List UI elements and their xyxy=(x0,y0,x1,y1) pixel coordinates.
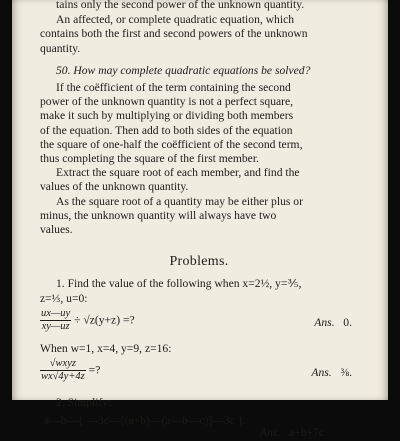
problem-2-answer-row xyxy=(40,428,358,440)
answer-1-value: 0. xyxy=(343,315,352,329)
answer-3-label: Ans. xyxy=(260,426,281,440)
problem-2-expression: a—b—{ —3c—[(a+b)—(a—b—c)]—3c }. xyxy=(44,414,247,428)
top-line: tains only the second power of the unknown quantity. xyxy=(56,0,305,11)
text-column xyxy=(40,0,358,440)
text-line: power of the unknown quantity is not a perfect square, xyxy=(40,95,294,109)
affected-paragraph xyxy=(40,13,358,56)
answer-2 xyxy=(311,366,352,380)
text-line: make it such by multiplying or dividing both members xyxy=(40,109,294,123)
expression-2 xyxy=(40,358,358,388)
book-page xyxy=(12,0,388,440)
square-root-paragraph xyxy=(40,195,358,238)
fraction-1-denominator: xy—uz xyxy=(41,320,70,332)
text-line: of the equation. Then add to both sides of the equation xyxy=(40,123,293,137)
question-50: 50. How may complete quadratic equations be solved? xyxy=(56,63,311,77)
answer-1 xyxy=(314,316,352,330)
fraction-2-denominator: wx√4y+4z xyxy=(41,371,85,383)
problems-heading: Problems. xyxy=(169,254,229,270)
text-line: the square of one-half the coëfficient of the second term, xyxy=(40,137,303,151)
text-line: values. xyxy=(40,223,73,237)
expression-1-rest: ÷ √z(y+z) =? xyxy=(74,313,135,327)
text-line: minus, the unknown quantity will always have two xyxy=(40,208,277,222)
answer-3-value: a+b+7c xyxy=(289,426,324,440)
answer-1-label: Ans. xyxy=(314,315,335,329)
expression-2-rest: =? xyxy=(88,363,101,377)
text-line: Extract the square root of each member, and find the xyxy=(56,166,300,180)
text-line: thus completing the square of the first member. xyxy=(40,152,259,166)
answer-2-value: ⅜. xyxy=(340,366,352,380)
fraction-1-numerator: ux—uy xyxy=(41,307,71,319)
problem-1-line: 1. Find the value of the following when x=2½, y=⅗, xyxy=(56,277,302,291)
problem-1 xyxy=(40,277,358,388)
when-line: When w=1, x=4, y=9, z=16: xyxy=(40,341,172,355)
text-line: If the coëfficient of the term containing the second xyxy=(56,81,291,95)
answer-3 xyxy=(260,426,324,440)
if-paragraph xyxy=(40,81,358,166)
fraction-2-numerator: √wxyz xyxy=(40,358,86,371)
text-line: values of the unknown quantity. xyxy=(40,180,189,194)
problem-1-line: z=⅓, u=0: xyxy=(40,291,88,305)
text-line: An affected, or complete quadratic equation, which xyxy=(56,13,295,27)
text-line: contains both the first and second powers of the unknown xyxy=(40,27,308,41)
problem-2-label: 2. Simplify: xyxy=(56,396,112,410)
text-line: quantity. xyxy=(40,41,81,55)
expression-1 xyxy=(40,308,358,338)
text-line: As the square root of a quantity may be either plus or xyxy=(56,194,303,208)
problem-2 xyxy=(40,396,358,440)
fraction-1 xyxy=(40,308,71,333)
extract-paragraph xyxy=(40,166,358,194)
answer-2-label: Ans. xyxy=(311,366,332,380)
fraction-2 xyxy=(40,358,86,383)
